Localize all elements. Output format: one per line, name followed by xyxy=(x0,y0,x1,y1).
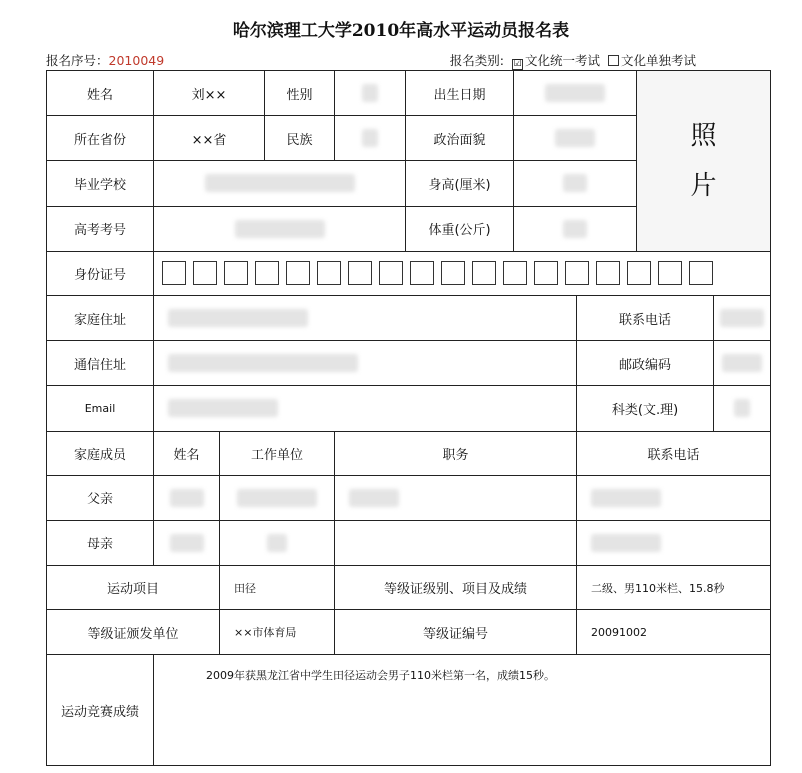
value-weight[interactable] xyxy=(514,206,637,251)
value-mother-title[interactable] xyxy=(335,520,577,565)
value-father-name[interactable] xyxy=(154,475,220,520)
value-province[interactable]: ××省 xyxy=(154,116,265,161)
id-digit-box[interactable] xyxy=(565,261,589,285)
value-mother-name[interactable] xyxy=(154,520,220,565)
id-digit-box[interactable] xyxy=(224,261,248,285)
photo-char-2: 片 xyxy=(690,170,717,201)
label-ethnicity: 民族 xyxy=(265,116,335,161)
value-mother-phone[interactable] xyxy=(577,520,771,565)
value-sport[interactable]: 田径 xyxy=(220,566,335,610)
label-cert-no: 等级证编号 xyxy=(335,610,577,655)
photo-box xyxy=(637,71,771,252)
registration-form-table xyxy=(46,70,771,766)
value-contact-phone[interactable] xyxy=(714,295,771,340)
reg-no-label: 报名序号： xyxy=(46,53,109,68)
label-name: 姓名 xyxy=(47,71,154,116)
label-postcode: 邮政编码 xyxy=(577,341,714,386)
id-digit-box[interactable] xyxy=(658,261,682,285)
value-email[interactable] xyxy=(154,386,577,431)
id-digit-box[interactable] xyxy=(627,261,651,285)
value-gender[interactable] xyxy=(335,71,406,116)
value-mother-work[interactable] xyxy=(220,520,335,565)
id-number-boxes[interactable] xyxy=(154,251,771,295)
value-home-address[interactable] xyxy=(154,295,577,340)
id-digit-box[interactable] xyxy=(286,261,310,285)
label-mother: 母亲 xyxy=(47,520,154,565)
value-birthdate[interactable] xyxy=(514,71,637,116)
id-digit-box[interactable] xyxy=(348,261,372,285)
label-family: 家庭成员 xyxy=(47,431,154,475)
label-mail-address: 通信住址 xyxy=(47,341,154,386)
id-digit-box[interactable] xyxy=(193,261,217,285)
label-home-address: 家庭住址 xyxy=(47,295,154,340)
id-digit-box[interactable] xyxy=(255,261,279,285)
value-exam-no[interactable] xyxy=(154,206,406,251)
label-subject-type: 科类(文.理) xyxy=(577,386,714,431)
label-political: 政治面貌 xyxy=(406,116,514,161)
label-father: 父亲 xyxy=(47,475,154,520)
id-digit-box[interactable] xyxy=(596,261,620,285)
value-mail-address[interactable] xyxy=(154,341,577,386)
checkbox-separate-exam[interactable] xyxy=(608,55,619,66)
id-digit-box[interactable] xyxy=(441,261,465,285)
header-family-work: 工作单位 xyxy=(220,431,335,475)
value-political[interactable] xyxy=(514,116,637,161)
reg-no-value: 2010049 xyxy=(108,53,165,68)
label-achievement: 运动竞赛成绩 xyxy=(47,655,154,766)
option-unified-exam: 文化统一考试 xyxy=(524,53,600,68)
label-school: 毕业学校 xyxy=(47,161,154,206)
category-label: 报名类别: xyxy=(449,53,504,68)
id-digit-box[interactable] xyxy=(379,261,403,285)
id-digit-box[interactable] xyxy=(317,261,341,285)
photo-char-1: 照 xyxy=(690,120,717,151)
label-id-no: 身份证号 xyxy=(47,251,154,295)
value-cert-level[interactable]: 二级、男110米栏、15.8秒 xyxy=(577,566,771,610)
id-digit-box[interactable] xyxy=(503,261,527,285)
value-subject-type[interactable] xyxy=(714,386,771,431)
id-digit-box[interactable] xyxy=(689,261,713,285)
label-height: 身高(厘米) xyxy=(406,161,514,206)
label-weight: 体重(公斤) xyxy=(406,206,514,251)
id-digit-box[interactable] xyxy=(410,261,434,285)
value-cert-issuer[interactable]: ××市体育局 xyxy=(220,610,335,655)
value-cert-no[interactable]: 20091002 xyxy=(577,610,771,655)
header-family-phone: 联系电话 xyxy=(577,431,771,475)
registration-number xyxy=(46,51,164,69)
value-name[interactable]: 刘×× xyxy=(154,71,265,116)
value-school[interactable] xyxy=(154,161,406,206)
registration-category xyxy=(450,51,696,69)
label-gender: 性别 xyxy=(265,71,335,116)
value-father-work[interactable] xyxy=(220,475,335,520)
option-separate-exam: 文化单独考试 xyxy=(620,53,696,68)
form-title: 哈尔滨理工大学2010年高水平运动员报名表 xyxy=(232,21,570,41)
label-sport: 运动项目 xyxy=(47,566,220,610)
id-digit-box[interactable] xyxy=(472,261,496,285)
label-contact-phone: 联系电话 xyxy=(577,295,714,340)
header-family-title: 职务 xyxy=(335,431,577,475)
value-height[interactable] xyxy=(514,161,637,206)
id-digit-box[interactable] xyxy=(162,261,186,285)
value-achievement[interactable]: 2009年获黑龙江省中学生田径运动会男子110米栏第一名，成绩15秒。 xyxy=(154,655,771,766)
label-exam-no: 高考考号 xyxy=(47,206,154,251)
value-postcode[interactable] xyxy=(714,341,771,386)
label-cert-level: 等级证级别、项目及成绩 xyxy=(335,566,577,610)
label-cert-issuer: 等级证颁发单位 xyxy=(47,610,220,655)
value-father-phone[interactable] xyxy=(577,475,771,520)
value-father-title[interactable] xyxy=(335,475,577,520)
checkbox-unified-exam[interactable]: ☑ xyxy=(513,59,522,69)
value-ethnicity[interactable] xyxy=(335,116,406,161)
label-province: 所在省份 xyxy=(47,116,154,161)
label-birthdate: 出生日期 xyxy=(406,71,514,116)
header-family-name: 姓名 xyxy=(154,431,220,475)
label-email: Email xyxy=(47,386,154,431)
id-digit-box[interactable] xyxy=(534,261,558,285)
